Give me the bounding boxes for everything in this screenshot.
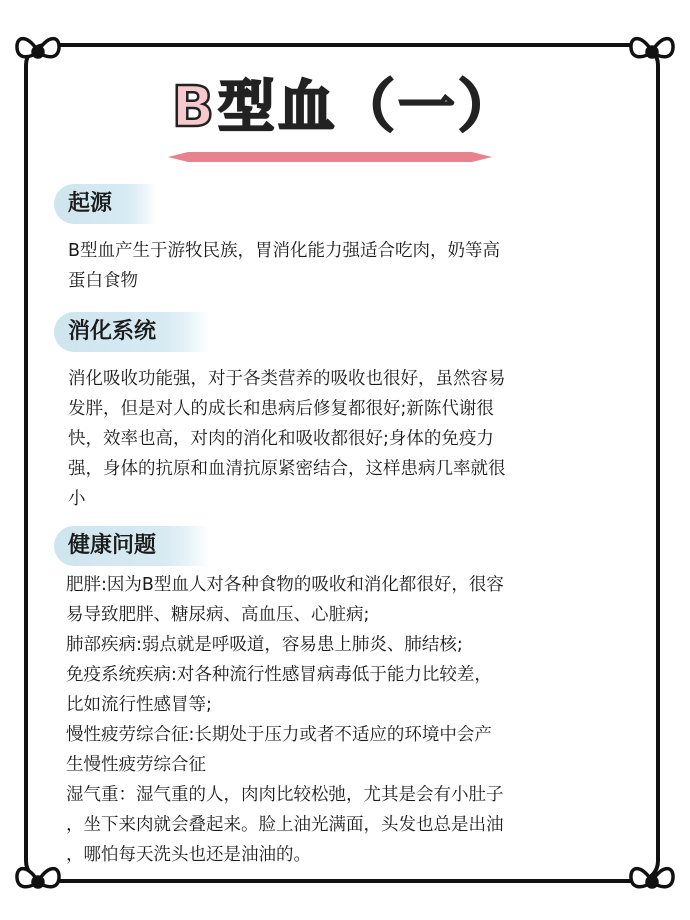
section-body-origin <box>68 236 628 296</box>
section-heading-health: 健康问题 <box>54 526 210 566</box>
title-underline <box>168 150 492 164</box>
section-heading-digestion: 消化系统 <box>54 312 210 352</box>
section-body-health <box>66 570 626 870</box>
bow-icon-bottom-left <box>12 856 64 908</box>
text-line: 肥胖:因为B型血人对各种食物的吸收和消化都很好，很容 <box>66 575 504 595</box>
text-line: 快，效率也高，对肉的消化和吸收都很好;身体的免疫力 <box>68 429 494 449</box>
page-title: B型血（一） <box>171 75 519 140</box>
text-line: 湿气重：湿气重的人，肉肉比较松弛，尤其是会有小肚子 <box>66 785 504 805</box>
section-heading-origin: 起源 <box>54 184 156 224</box>
text-line: 强，身体的抗原和血清抗原紧密结合，这样患病几率就很 <box>68 459 506 479</box>
text-line: 免疫系统疾病:对各种流行性感冒病毒低于能力比较差， <box>66 665 492 685</box>
page-title-container <box>0 68 690 148</box>
text-line: B型血产生于游牧民族，胃消化能力强适合吃肉，奶等高 <box>68 241 501 261</box>
text-line: 发胖，但是对人的成长和患病后修复都很好;新陈代谢很 <box>68 399 494 419</box>
text-line: 比如流行性感冒等; <box>66 695 212 715</box>
text-line: 易导致肥胖、糖尿病、高血压、心脏病; <box>66 605 370 625</box>
text-line: 生慢性疲劳综合征 <box>66 755 206 775</box>
text-line: 慢性疲劳综合征:长期处于压力或者不适应的环境中会产 <box>66 725 492 745</box>
text-line: 小 <box>68 489 86 509</box>
bow-icon-bottom-right <box>626 856 678 908</box>
text-line: 消化吸收功能强，对于各类营养的吸收也很好，虽然容易 <box>68 369 506 389</box>
text-line: 蛋白食物 <box>68 271 138 291</box>
text-line: ，哪怕每天洗头也还是油油的。 <box>66 845 311 865</box>
text-line: ，坐下来肉就会叠起来。脸上油光满面，头发也总是出油 <box>66 815 504 835</box>
text-line: 肺部疾病:弱点就是呼吸道，容易患上肺炎、肺结核; <box>66 635 463 655</box>
section-body-digestion <box>68 364 628 514</box>
